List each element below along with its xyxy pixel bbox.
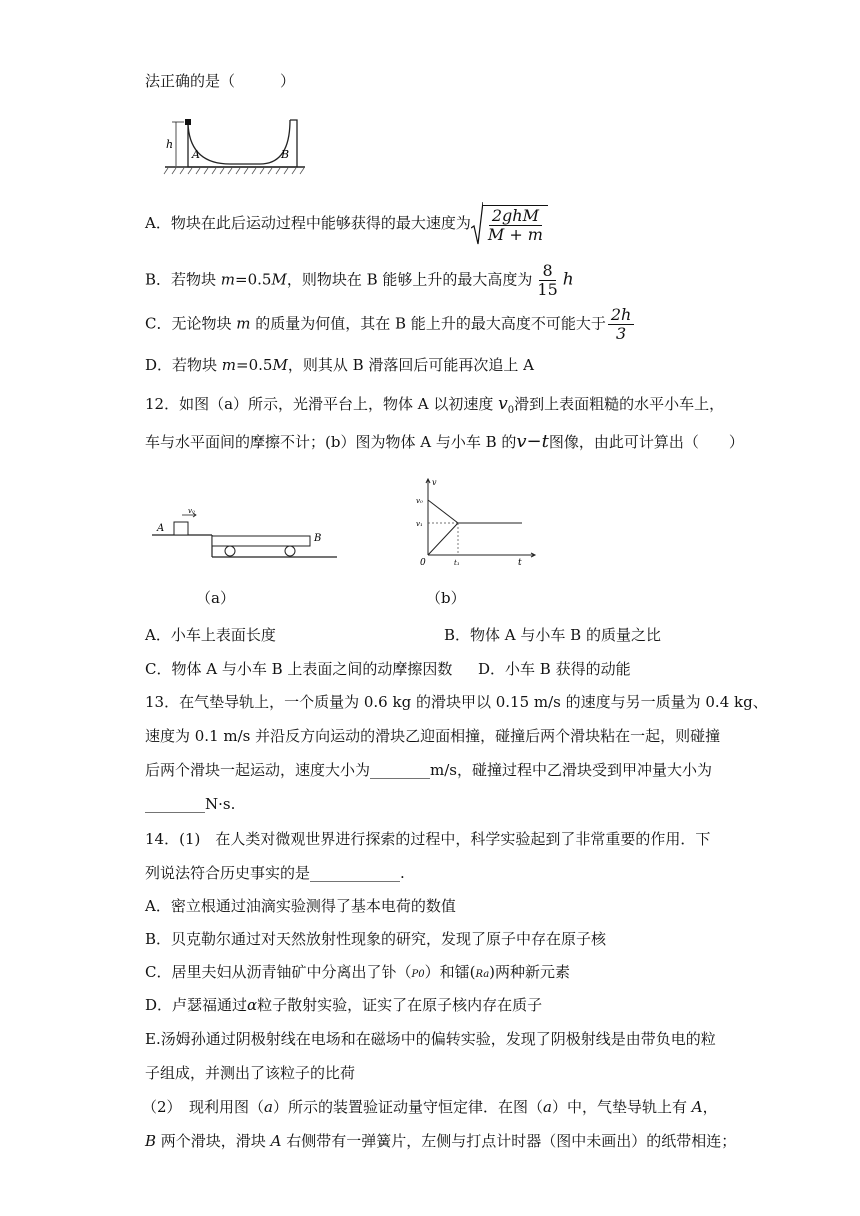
q14-line-2: 列说法符合历史事实的是____________.: [145, 864, 405, 882]
q12-l1-text-a: 12．如图（a）所示，光滑平台上，物体 A 以初速度: [145, 395, 499, 413]
q12-option-c: C．物体 A 与小车 B 上表面之间的动摩擦因数: [145, 660, 453, 678]
figure-bowl-track: [160, 110, 310, 178]
q14-option-c: [145, 962, 570, 985]
fig-b-label-v: v: [432, 478, 437, 487]
q11-option-b: [145, 262, 574, 299]
fig11-a-label: A: [192, 148, 200, 161]
q14-p2-l1-a: （2） 现利用图（: [142, 1098, 265, 1116]
q12-vt-symbol: v−t: [516, 431, 549, 452]
q11-option-a: [145, 202, 548, 246]
q13-line-4: ________N·s.: [145, 795, 236, 813]
q14-c-text-3: )两种新元素: [489, 963, 571, 981]
q12-line-2: [145, 432, 744, 452]
q12-l2-text-a: 车与水平面间的摩擦不计；(b）图为物体 A 与小车 B 的: [145, 433, 517, 451]
q11-c-m: m: [236, 314, 251, 333]
q11-b-M: M: [271, 270, 287, 289]
fig-b-label-t: t: [518, 558, 522, 568]
q11-b-text-2: ，则物块在 B 能够上升的最大高度为: [286, 270, 533, 289]
q14-option-e-line-1: E.汤姆孙通过阴极射线在电场和在磁场中的偏转实验，发现了阴极射线是由带负电的粒: [145, 1030, 716, 1048]
q12-l1-text-b: 滑到上表面粗糙的水平小车上，: [514, 395, 725, 413]
q11-b-eq: =0.5: [235, 270, 272, 289]
figure-a-cart: [152, 505, 342, 565]
q14-part2-line-1: [142, 1097, 718, 1117]
q11-d-text-1: D．若物块: [145, 356, 222, 374]
fig11-b-label: B: [281, 148, 290, 161]
lead-text: 法正确的是（ ）: [145, 72, 296, 90]
q14-p2-l1-c: ）中，气垫导轨上有: [551, 1098, 692, 1116]
q14-p2-l2-d: 右侧带有一弹簧片，左侧与打点计时器（图中未画出）的纸带相连；: [281, 1132, 737, 1150]
q14-p2-l1-b: ）所示的装置验证动量守恒定律．在图（: [273, 1098, 544, 1116]
q13-line-3: 后两个滑块一起运动，速度大小为________m/s，碰撞过程中乙滑块受到甲冲量大小为: [145, 761, 712, 779]
q11-b-m: m: [220, 270, 236, 289]
fig-a-label-B: B: [314, 533, 322, 544]
q14-p2-l2-c: A: [270, 1132, 282, 1150]
q12-option-d: D．小车 B 获得的动能: [478, 660, 631, 678]
q14-part2-line-2: [145, 1131, 736, 1151]
q12-v0-symbol: v: [498, 394, 508, 414]
q11-d-m: m: [221, 356, 237, 374]
q14-d-text-1: D．卢瑟福通过: [145, 996, 248, 1014]
q12-l2-text-b: 图像，由此可计算出（ ）: [548, 433, 744, 451]
q11-a-numerator: 2ghM: [489, 207, 542, 226]
q11-b-h: h: [562, 269, 574, 290]
q12-v0-subscript: 0: [507, 405, 515, 416]
q14-p2-l1-d: A: [691, 1098, 703, 1116]
q11-c-text-2: 的质量为何值，其在 B 能上升的最大高度不可能大于: [250, 314, 606, 333]
q11-d-text-2: ，则其从 B 滑落回后可能再次追上 A: [287, 356, 534, 374]
q14-c-ra-symbol: Ra: [475, 969, 490, 980]
q14-option-a: A．密立根通过油滴实验测得了基本电荷的数值: [145, 897, 456, 915]
q14-line-1: 14．(1) 在人类对微观世界进行探索的过程中，科学实验起到了非常重要的作用．下: [145, 830, 711, 848]
q11-b-text-1: B．若物块: [145, 270, 221, 289]
fig-b-label-v1: v₁: [416, 520, 423, 528]
fig-a-label-v0: v₀: [188, 507, 195, 515]
q11-option-d: [145, 355, 534, 375]
q11-option-c: [145, 306, 636, 343]
fig-a-caption: （a）: [196, 589, 235, 607]
q14-p2-l1-b-it: a: [543, 1098, 552, 1116]
fig11-h-label: h: [166, 138, 174, 151]
figure-b-vt-graph: [410, 475, 540, 570]
fig-b-label-t1: t₁: [454, 559, 460, 567]
sqrt-expression: [471, 202, 548, 246]
q13-line-1: 13．在气垫导轨上，一个质量为 0.6 kg 的滑块甲以 0.15 m/s 的速度与另一质量为 0.4 kg、: [145, 693, 768, 711]
q12-line-1: [145, 394, 724, 421]
fig-b-label-origin: 0: [420, 558, 426, 568]
q14-p2-l2-b: 两个滑块，滑块: [156, 1132, 271, 1150]
q11-d-eq: =0.5: [236, 356, 273, 374]
q11-a-denominator: M + m: [487, 224, 543, 244]
q14-p2-l2-a: B: [145, 1132, 157, 1150]
q14-c-text-1: C．居里夫妇从沥青铀矿中分离出了钋（: [145, 963, 412, 981]
q14-d-alpha-symbol: α: [247, 996, 258, 1014]
q14-option-b: B．贝克勒尔通过对天然放射性现象的研究，发现了原子中存在原子核: [145, 930, 607, 948]
q13-line-2: 速度为 0.1 m/s 并沿反方向运动的滑块乙迎面相撞，碰撞后两个滑块粘在一起，则碰撞: [145, 727, 721, 745]
q12-option-a: A．小车上表面长度: [145, 626, 276, 644]
q14-c-text-2: ）和镭(: [424, 963, 476, 981]
q11-c-denominator: 3: [615, 324, 627, 343]
q14-option-e-line-2: 子组成，并测出了该粒子的比荷: [145, 1064, 356, 1082]
fig-a-label-A: A: [157, 523, 165, 534]
q11-c-text-1: C．无论物块: [145, 314, 237, 333]
q11-c-numerator: 2h: [608, 306, 634, 325]
q14-p2-l1-a-it: a: [264, 1098, 273, 1116]
q11-b-numerator: 8: [539, 262, 555, 281]
q11-b-denominator: 15: [537, 280, 558, 299]
fig-b-caption: （b）: [426, 589, 466, 607]
q14-c-po-symbol: P0: [411, 969, 425, 980]
q11-option-a-text: A．物块在此后运动过程中能够获得的最大速度为: [145, 214, 471, 232]
q12-option-b: B．物体 A 与小车 B 的质量之比: [444, 626, 661, 644]
q14-d-text-2: 粒子散射实验，证实了在原子核内存在质子: [257, 996, 543, 1014]
q11-d-M: M: [272, 356, 288, 374]
fig-b-label-v0: v₀: [416, 497, 423, 505]
q14-option-d: [145, 995, 542, 1015]
q14-p2-l1-e: ，: [702, 1098, 718, 1116]
